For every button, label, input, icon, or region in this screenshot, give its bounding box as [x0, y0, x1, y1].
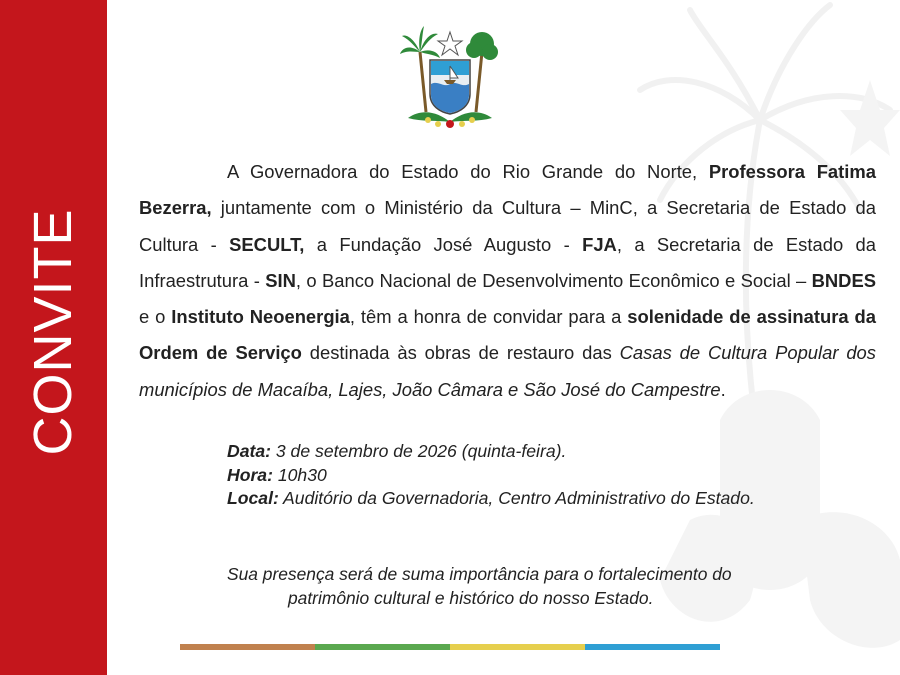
- body-bold: Professora Fatima Bezerra,: [139, 161, 876, 219]
- body-text: , a Secretaria de Estado da Infraestrutura -: [139, 233, 876, 291]
- closing-message: [227, 563, 817, 610]
- time-label: Hora:: [227, 464, 273, 485]
- date-value: 3 de setembro de 2026 (quinta-feira).: [271, 441, 567, 461]
- time-line: [227, 464, 755, 488]
- place-label: Local:: [227, 488, 279, 508]
- stripe-segment-blue: [585, 644, 720, 650]
- time-value: 10h30: [272, 464, 327, 485]
- closing-line-2: patrimônio cultural e histórico do nosso Estado.: [288, 587, 654, 608]
- body-text: destinada às obras de restauro das: [301, 342, 620, 364]
- body-text: .: [720, 378, 726, 400]
- closing-line-1: Sua presença será de suma importância para o fortalecimento do: [227, 564, 732, 584]
- body-bold: Instituto Neoenergia: [171, 306, 350, 328]
- body-text: A Governadora do Estado do Rio Grande do Norte,: [227, 161, 709, 182]
- place-value: Auditório da Governadoria, Centro Administrativo do Estado.: [278, 488, 755, 508]
- date-label: Data:: [227, 441, 271, 461]
- body-bold: solenidade de assinatura da Ordem de Serviço: [139, 306, 876, 364]
- event-details: [227, 440, 755, 511]
- place-line: [227, 487, 755, 511]
- stripe-segment-green: [315, 644, 450, 650]
- body-text: , têm a honra de convidar para a: [349, 306, 628, 328]
- body-text: e o: [139, 306, 172, 328]
- body-bold: SECULT,: [229, 233, 305, 255]
- date-line: [227, 440, 755, 464]
- color-stripe: [180, 644, 720, 650]
- body-bold: BNDES: [811, 269, 877, 291]
- body-bold: FJA: [582, 233, 617, 255]
- stripe-segment-yellow: [450, 644, 585, 650]
- body-italic: Casas de Cultura Popular dos municípios de Macaíba, Lajes, João Câmara e São José do Campestre: [139, 342, 876, 400]
- stripe-segment-brown: [180, 644, 315, 650]
- coat-of-arms-icon: [398, 22, 502, 130]
- body-text: a Fundação José Augusto -: [304, 233, 583, 255]
- invitation-paragraph: [139, 154, 876, 408]
- sidebar-band: [0, 0, 107, 675]
- invite-label: CONVITE: [23, 208, 83, 456]
- body-text: , o Banco Nacional de Desenvolvimento Econômico e Social –: [295, 269, 812, 291]
- body-bold: SIN: [265, 269, 296, 291]
- body-text: juntamente com o Ministério da Cultura – MinC, a Secretaria de Estado da Cultura -: [139, 197, 876, 255]
